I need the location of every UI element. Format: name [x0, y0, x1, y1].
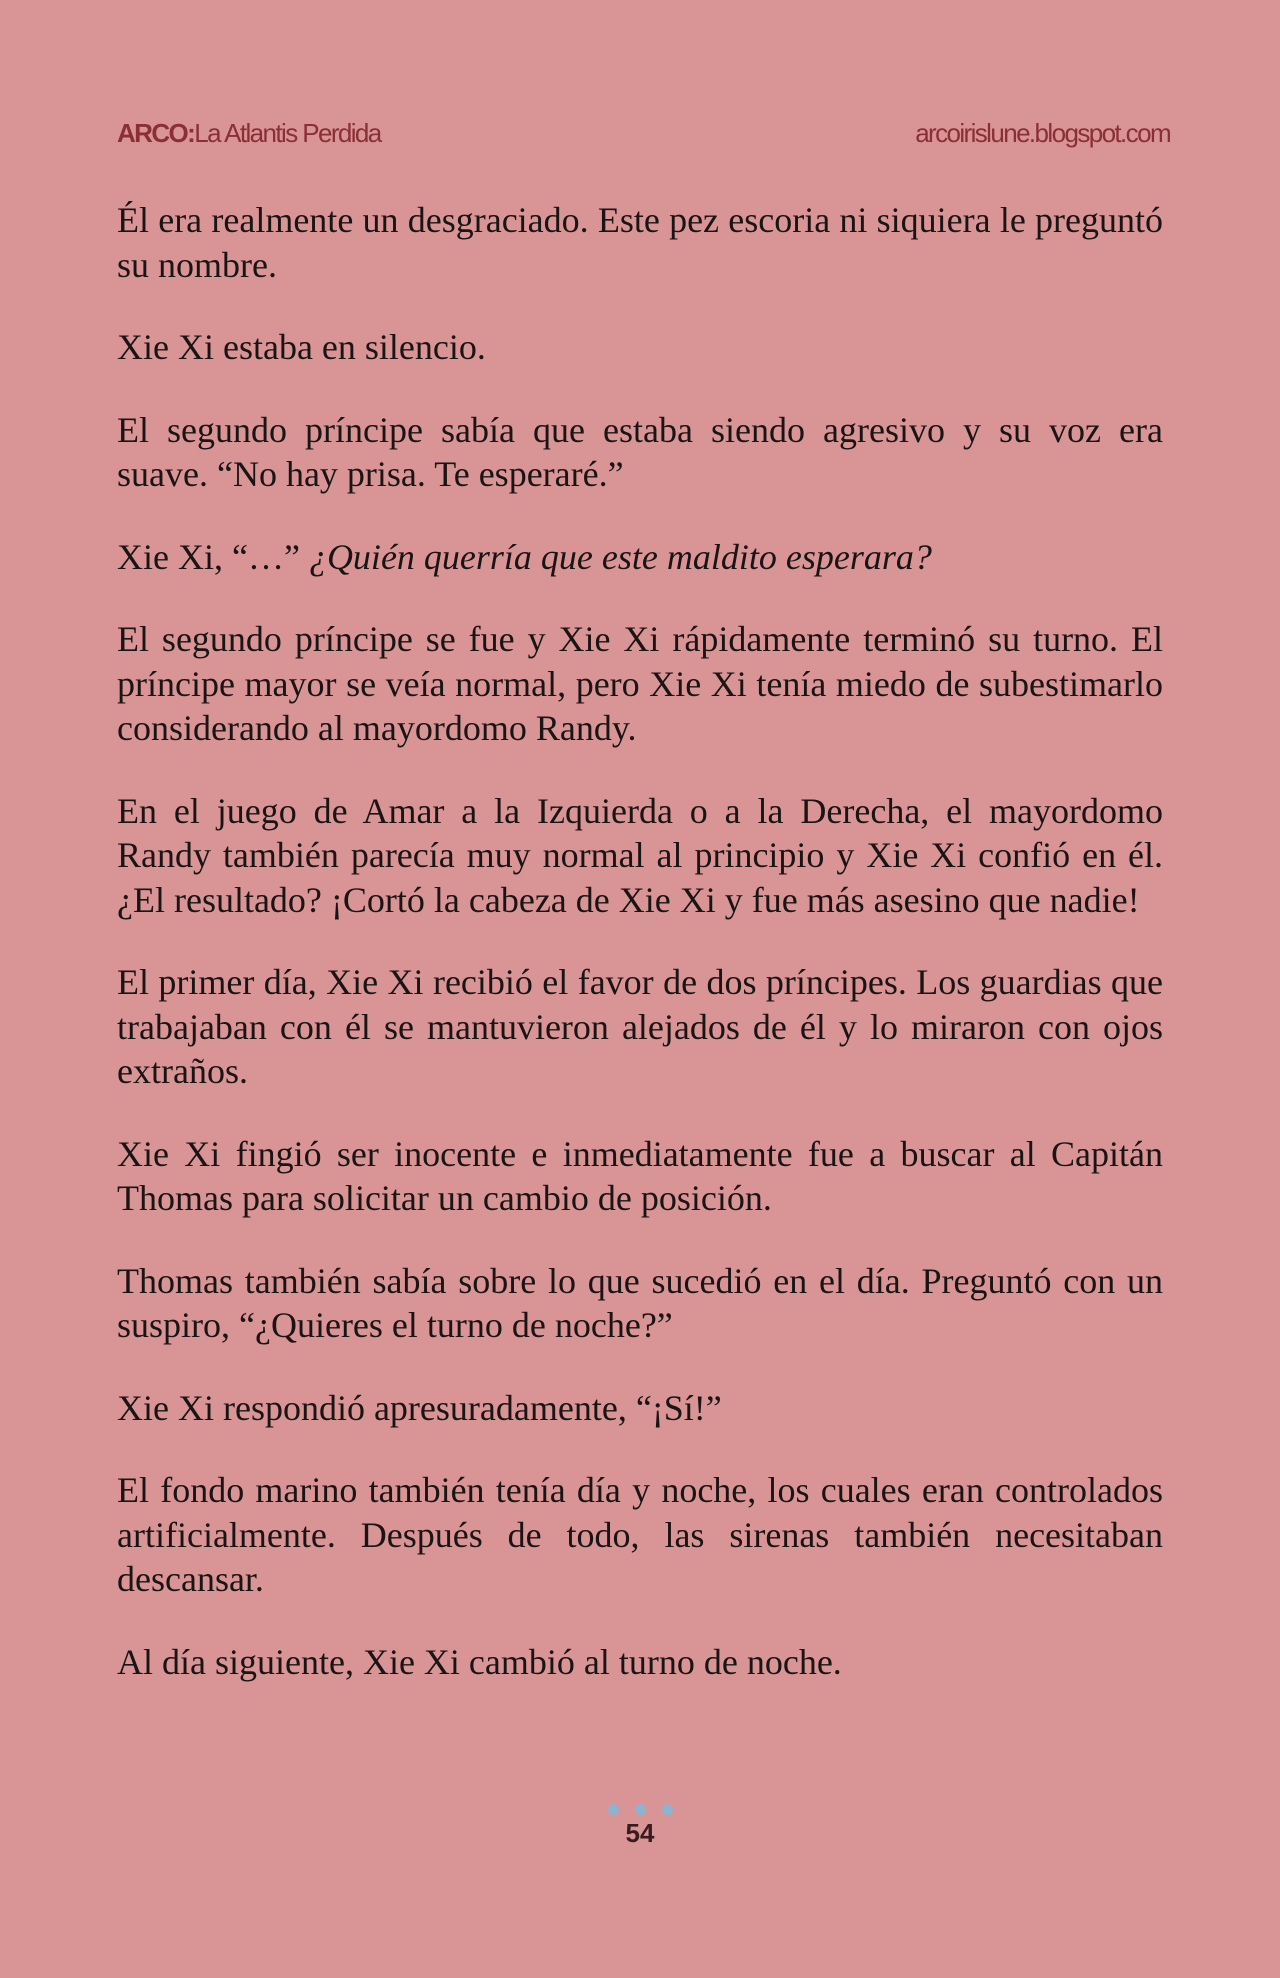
header-brand: ARCO: [117, 118, 195, 148]
paragraph: El segundo príncipe se fue y Xie Xi rápidamente terminó su turno. El príncipe mayor se veía normal, pero Xie Xi tenía miedo de subestimarlo considerando al mayordomo Randy. [117, 619, 1163, 748]
paragraph: El fondo marino también tenía día y noche, los cuales eran controlados artificialmente. Después de todo, las sirenas también necesitaban descansar. [117, 1470, 1163, 1599]
page-header [117, 118, 1170, 158]
paragraph-mixed [117, 535, 1163, 580]
paragraph: El primer día, Xie Xi recibió el favor de dos príncipes. Los guardias que trabajaban con él se mantuvieron alejados de él y lo miraron con ojos extraños. [117, 962, 1163, 1091]
paragraph: Él era realmente un desgraciado. Este pez escoria ni siquiera le preguntó su nombre. [117, 200, 1163, 285]
page-number: 54 [625, 1818, 655, 1848]
page-body [117, 198, 1163, 1684]
paragraph: Xie Xi estaba en silencio. [117, 327, 486, 367]
paragraph-italic-part: ¿Quién querría que este maldito esperara? [308, 536, 932, 577]
header-website: arcoirislune.blogspot.com [915, 118, 1170, 148]
paragraph: Xie Xi respondió apresuradamente, “¡Sí!” [117, 1387, 722, 1428]
paragraph: Thomas también sabía sobre lo que sucedió en el día. Preguntó con un suspiro, “¿Quieres el turno de noche?” [117, 1260, 1163, 1345]
header-book-title [117, 118, 381, 149]
paragraph: El segundo príncipe sabía que estaba siendo agresivo y su voz era suave. “No hay prisa. Te esperaré.” [117, 409, 1163, 494]
header-title-text: La Atlantis Perdida [194, 118, 381, 148]
dot-icon [635, 1804, 646, 1815]
dot-icon [608, 1804, 619, 1815]
paragraph: En el juego de Amar a la Izquierda o a la Derecha, el mayordomo Randy también parecía muy normal al principio y Xie Xi confió en él. ¿El resultado? ¡Cortó la cabeza de Xie Xi y fue más asesino que nadie! [117, 790, 1163, 920]
paragraph: Xie Xi fingió ser inocente e inmediatamente fue a buscar al Capitán Thomas para solicitar un cambio de posición. [117, 1133, 1163, 1218]
dot-icon [662, 1804, 673, 1815]
paragraph-plain-part: Xie Xi, “…” [117, 536, 309, 577]
paragraph: Al día siguiente, Xie Xi cambió al turno de noche. [117, 1641, 842, 1682]
